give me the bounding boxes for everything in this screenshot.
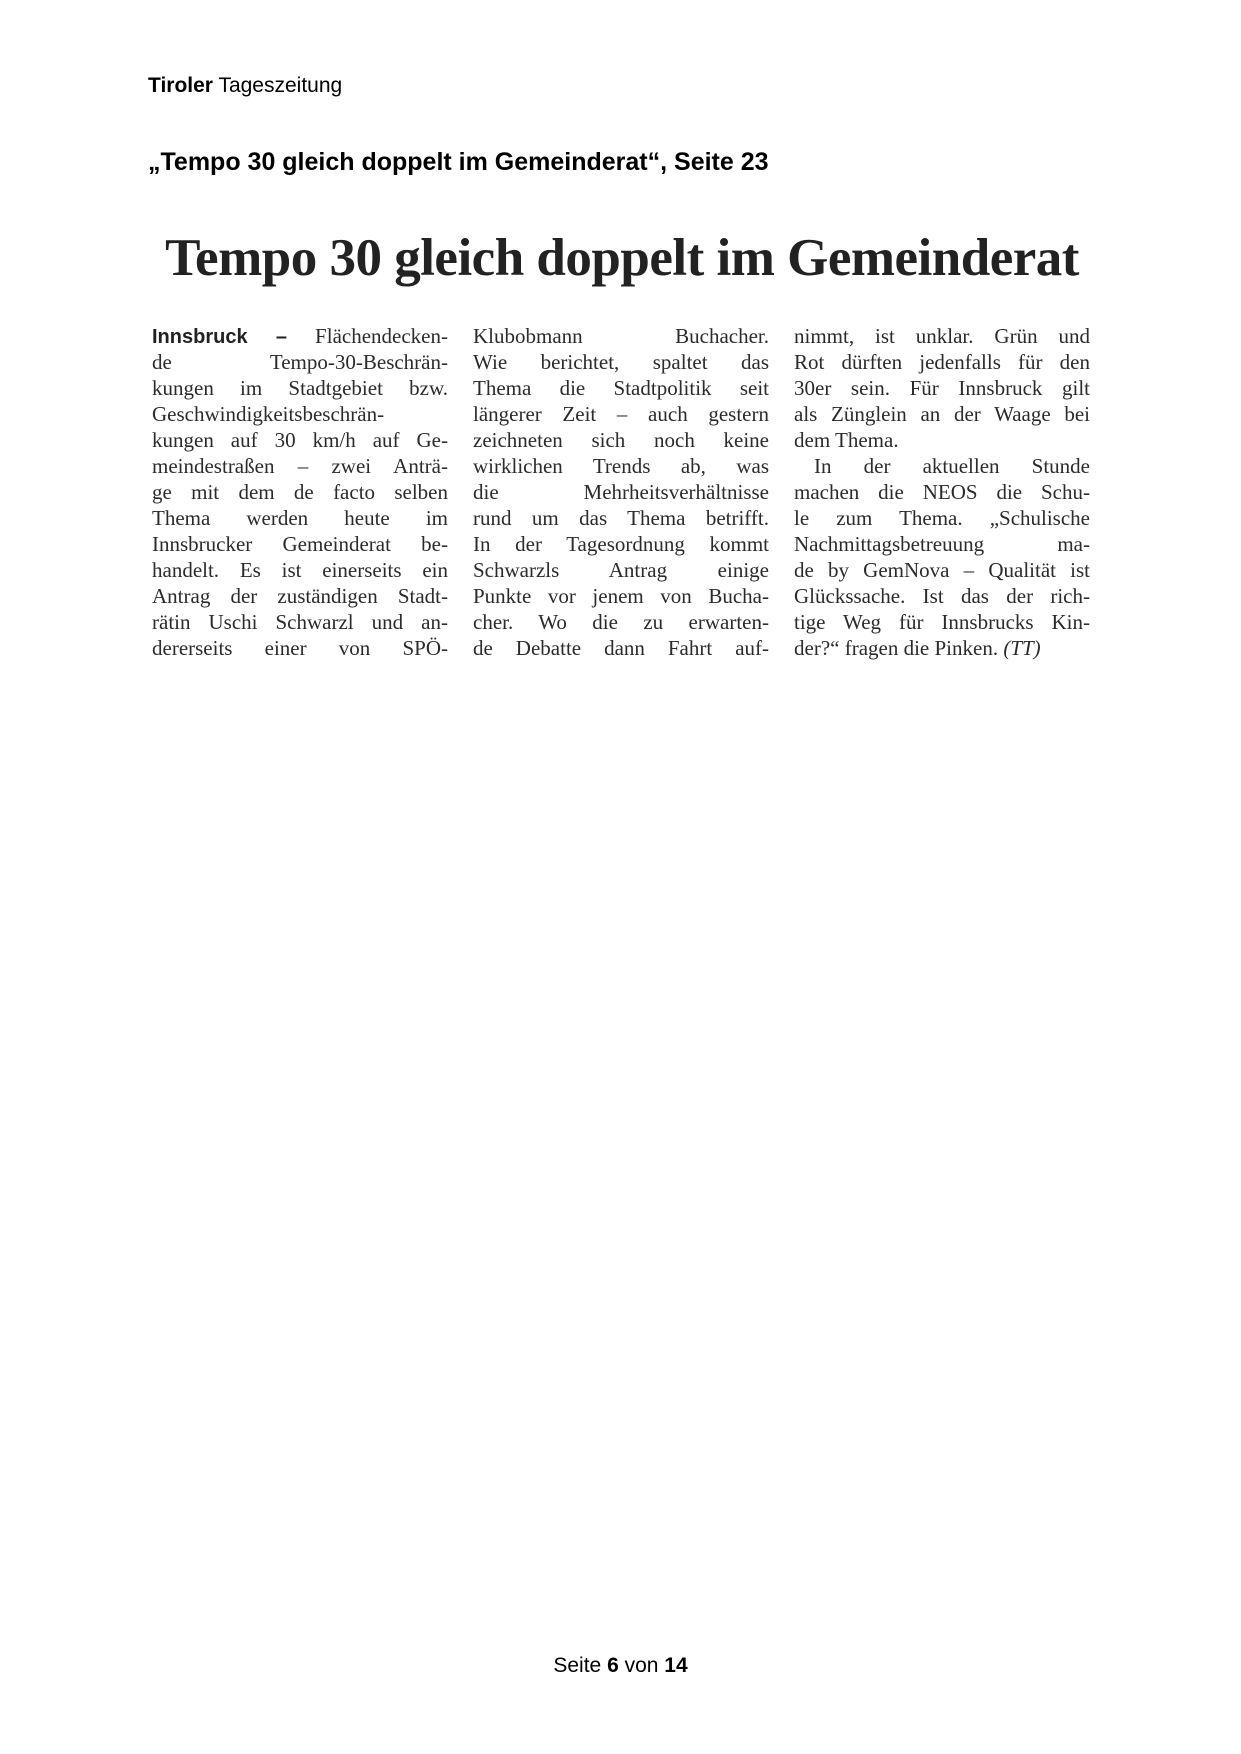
text-line xyxy=(794,505,1090,531)
text-line xyxy=(794,427,1090,453)
line-text: der?“ fragen die Pinken. xyxy=(794,636,1004,660)
text-line xyxy=(473,375,769,401)
line-text: ge mit dem de facto selben xyxy=(152,480,448,504)
text-line xyxy=(152,479,448,505)
text-line xyxy=(794,635,1090,661)
text-line xyxy=(152,557,448,583)
line-text: Punkte vor jenem von Bucha- xyxy=(473,584,769,608)
article-column-2 xyxy=(473,323,769,661)
text-line xyxy=(152,401,448,427)
line-text: rätin Uschi Schwarzl und an- xyxy=(152,610,448,634)
text-line xyxy=(152,375,448,401)
line-text: In der Tagesordnung kommt xyxy=(473,532,769,556)
line-text: nimmt, ist unklar. Grün und xyxy=(794,324,1090,348)
text-line xyxy=(473,505,769,531)
publication-name: Tiroler Tageszeitung xyxy=(148,74,343,97)
line-text: le zum Thema. „Schulische xyxy=(794,506,1090,530)
text-line xyxy=(473,323,769,349)
text-line xyxy=(794,401,1090,427)
text-line xyxy=(152,453,448,479)
text-line xyxy=(473,349,769,375)
text-line xyxy=(152,505,448,531)
headline: Tempo 30 gleich doppelt im Gemeinderat xyxy=(165,229,1079,287)
line-text: 30er sein. Für Innsbruck gilt xyxy=(794,376,1090,400)
line-text: kungen im Stadtgebiet bzw. xyxy=(152,376,448,400)
line-text: längerer Zeit – auch gestern xyxy=(473,402,769,426)
line-text: als Zünglein an der Waage bei xyxy=(794,402,1090,426)
line-text: Antrag der zuständigen Stadt- xyxy=(152,584,448,608)
text-line xyxy=(152,323,448,349)
text-line xyxy=(152,531,448,557)
line-text: wirklichen Trends ab, was xyxy=(473,454,769,478)
line-text: Rot dürften jedenfalls für den xyxy=(794,350,1090,374)
line-text: Thema die Stadtpolitik seit xyxy=(473,376,769,400)
dateline: Innsbruck – xyxy=(152,326,288,348)
line-text: machen die NEOS die Schu- xyxy=(794,480,1090,504)
text-line xyxy=(152,609,448,635)
text-line xyxy=(794,323,1090,349)
text-line xyxy=(473,635,769,661)
text-line xyxy=(152,583,448,609)
text-line xyxy=(794,557,1090,583)
line-text: de by GemNova – Qualität ist xyxy=(794,558,1090,582)
line-text: Nachmittagsbetreuung ma- xyxy=(794,532,1090,556)
text-line xyxy=(473,609,769,635)
article-column-3 xyxy=(794,323,1090,661)
line-text: kungen auf 30 km/h auf Ge- xyxy=(152,428,448,452)
line-text: dererseits einer von SPÖ- xyxy=(152,636,448,660)
text-line xyxy=(152,349,448,375)
line-text: Thema werden heute im xyxy=(152,506,448,530)
text-line xyxy=(794,479,1090,505)
page-number: Seite 6 von 14 xyxy=(553,1654,688,1677)
line-text: In der aktuellen Stunde xyxy=(814,454,1090,478)
line-text: Flächendecken- xyxy=(287,324,448,348)
text-line xyxy=(794,609,1090,635)
line-text: meindestraßen – zwei Anträ- xyxy=(152,454,448,478)
line-text: rund um das Thema betrifft. xyxy=(473,506,769,530)
text-line xyxy=(794,375,1090,401)
line-text: handelt. Es ist einerseits ein xyxy=(152,558,448,582)
text-line xyxy=(794,531,1090,557)
line-text: de Tempo-30-Beschrän- xyxy=(152,350,448,374)
text-line xyxy=(152,635,448,661)
article-column-1 xyxy=(152,323,448,661)
text-line xyxy=(473,557,769,583)
line-text: zeichneten sich noch keine xyxy=(473,428,769,452)
text-line xyxy=(473,453,769,479)
article-reference: „Tempo 30 gleich doppelt im Gemeinderat“, Seite 23 xyxy=(148,148,769,176)
text-line xyxy=(473,479,769,505)
text-line xyxy=(794,349,1090,375)
text-line xyxy=(152,427,448,453)
line-text: Wie berichtet, spaltet das xyxy=(473,350,769,374)
text-line xyxy=(794,453,1090,479)
line-text: Innsbrucker Gemeinderat be- xyxy=(152,532,448,556)
text-line xyxy=(473,583,769,609)
line-text: Glückssache. Ist das der rich- xyxy=(794,584,1090,608)
line-text: tige Weg für Innsbrucks Kin- xyxy=(794,610,1090,634)
line-text: Geschwindigkeitsbeschrän- xyxy=(152,402,385,426)
line-text: Klubobmann Buchacher. xyxy=(473,324,769,348)
line-text: die Mehrheitsverhältnisse xyxy=(473,480,769,504)
text-line xyxy=(473,427,769,453)
author-signature: (TT) xyxy=(1003,636,1041,660)
line-text: de Debatte dann Fahrt auf- xyxy=(473,636,769,660)
line-text: dem Thema. xyxy=(794,428,899,452)
text-line xyxy=(473,401,769,427)
text-line xyxy=(794,583,1090,609)
text-line xyxy=(473,531,769,557)
line-text: cher. Wo die zu erwarten- xyxy=(473,610,769,634)
line-text: Schwarzls Antrag einige xyxy=(473,558,769,582)
